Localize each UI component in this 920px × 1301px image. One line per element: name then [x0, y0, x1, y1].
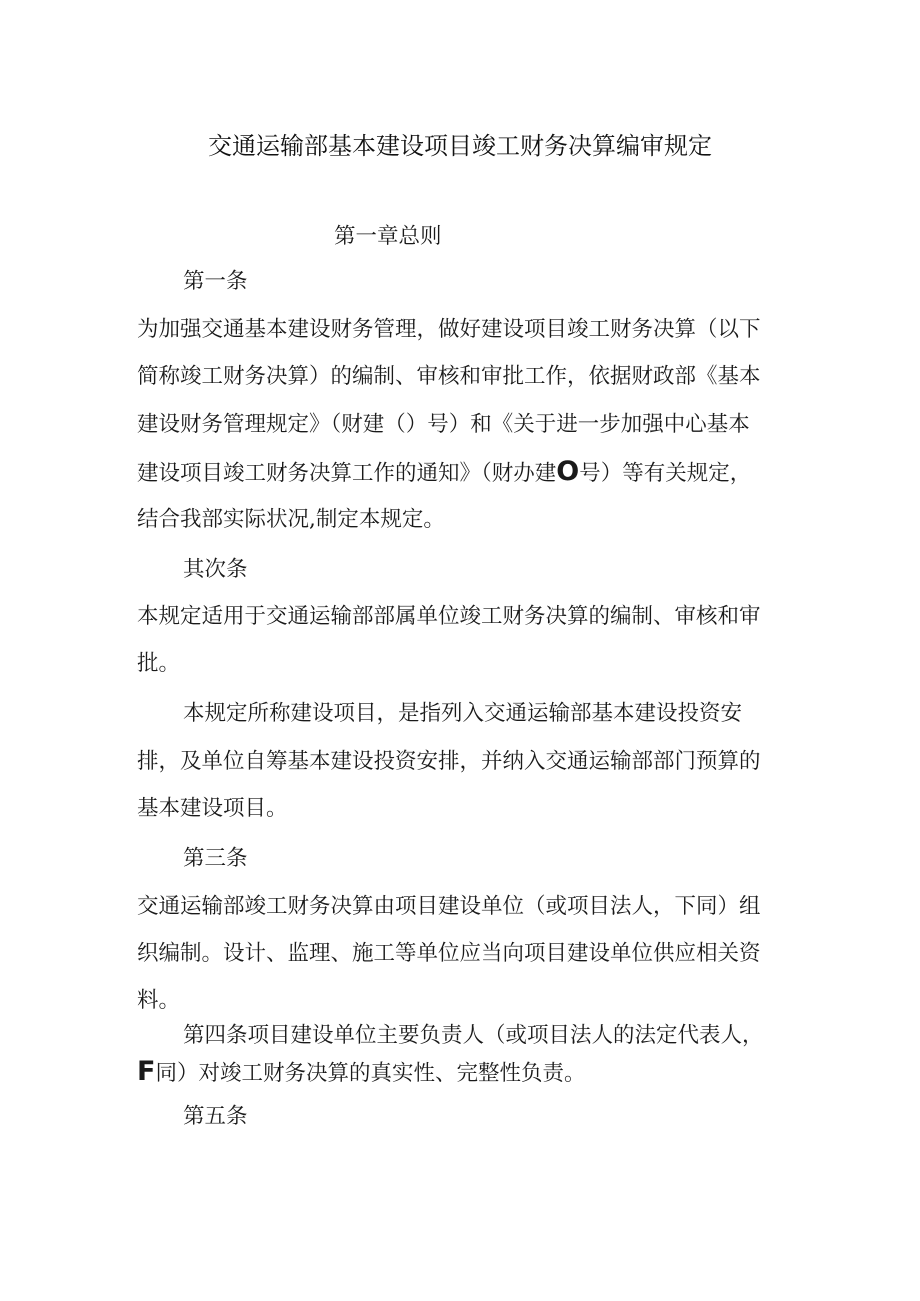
article-3-line-2: 织编制。设计、监理、施工等单位应当向项目建设单位供应相关资: [137, 941, 761, 966]
article-2-p2-line-2: 排，及单位自筹基本建设投资安排，并纳入交通运输部部门预算的: [137, 749, 761, 774]
article-1-line-4: [137, 458, 751, 488]
chapter-heading: 第一章总则: [334, 224, 442, 249]
article-1-line-1: 为加强交通基本建设财务管理，做好建设项目竣工财务决算（以下: [137, 317, 761, 342]
article-5-heading: 第五条: [183, 1104, 248, 1129]
article-1-heading: 第一条: [183, 269, 248, 294]
article-1-line-4-text: 建设项目竣工财务决算工作的通知》（财办建: [137, 461, 557, 486]
article-3-line-3: 料。: [137, 988, 181, 1013]
article-1-line-5: 结合我部实际状况,制定本规定。: [137, 507, 445, 532]
article-2-heading: 其次条: [183, 557, 248, 582]
article-2-p1-line-2: 批。: [137, 651, 181, 676]
article-3-line-1: 交通运输部竣工财务决算由项目建设单位（或项目法人，下同）组: [137, 894, 761, 919]
article-2-p2-line-1: 本规定所称建设项目，是指列入交通运输部基本建设投资安: [183, 701, 743, 726]
article-4-line-1: 第四条项目建设单位主要负责人（或项目法人的法定代表人，: [183, 1023, 764, 1048]
article-4-line-2-letter: F: [137, 1056, 156, 1087]
article-1-line-2: 简称竣工财务决算）的编制、审核和审批工作，依据财政部《基本: [137, 364, 761, 389]
article-1-line-4-letter: O: [556, 456, 580, 487]
article-2-p1-line-1: 本规定适用于交通运输部部属单位竣工财务决算的编制、审核和审: [137, 604, 761, 629]
article-3-heading: 第三条: [183, 846, 248, 871]
article-1-line-3: 建设财务管理规定》（财建（）号）和《关于进一步加强中心基本: [137, 412, 750, 437]
document-title: 交通运输部基本建设项目竣工财务决算编审规定: [208, 132, 712, 160]
article-4-line-2: [137, 1058, 585, 1088]
article-2-p2-line-3: 基本建设项目。: [137, 796, 288, 821]
article-4-line-2-text: 同）对竣工财务决算的真实性、完整性负责。: [155, 1061, 586, 1086]
article-1-line-4-tail: 号）等有关规定，: [579, 461, 752, 486]
